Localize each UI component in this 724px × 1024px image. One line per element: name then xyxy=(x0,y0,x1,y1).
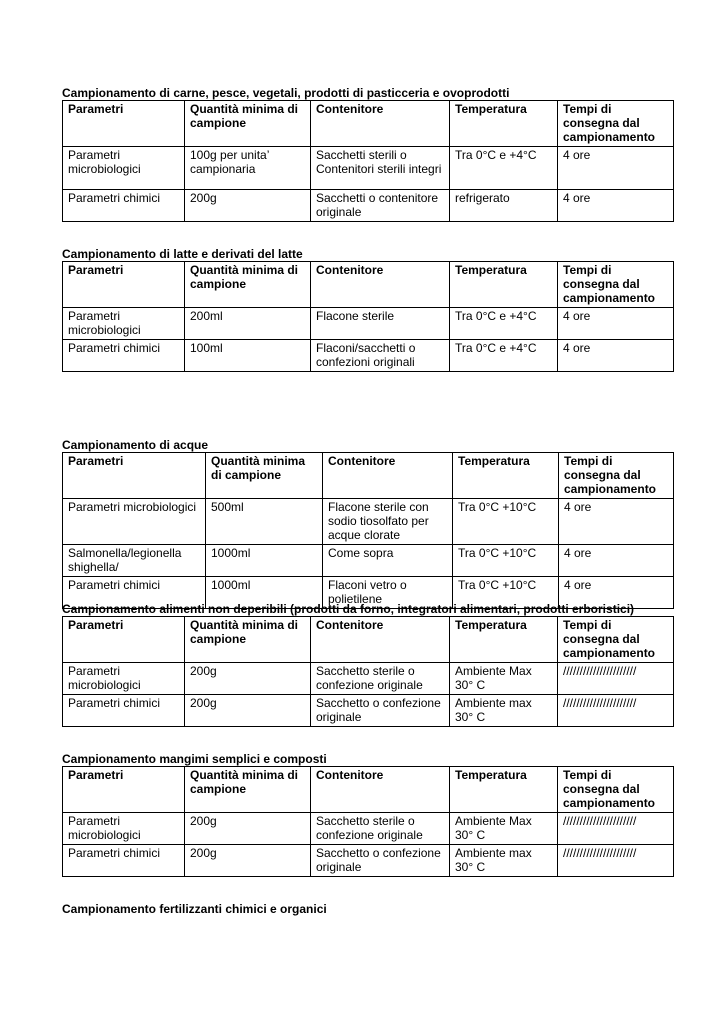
table-header-row xyxy=(63,453,674,499)
cell-temperatura: Tra 0°C +10°C xyxy=(453,545,559,577)
cell-parametri: Parametri chimici xyxy=(63,340,185,372)
table-row xyxy=(63,499,674,545)
header-tempi: Tempi di consegna dal campionamento xyxy=(559,453,674,499)
table-row xyxy=(63,695,674,727)
sampling-table xyxy=(62,261,674,372)
cell-contenitore: Flacone sterile xyxy=(311,308,450,340)
table-row xyxy=(63,147,674,190)
cell-tempi: 4 ore xyxy=(558,190,674,222)
cell-contenitore: Sacchetto sterile o confezione originale xyxy=(311,663,450,695)
header-quantita: Quantità minima di campione xyxy=(185,101,311,147)
cell-quantita: 200g xyxy=(185,845,311,877)
cell-parametri: Parametri microbiologici xyxy=(63,663,185,695)
cell-contenitore: Sacchetti sterili o Contenitori sterili integri xyxy=(311,147,450,190)
section-title: Campionamento di latte e derivati del latte xyxy=(62,247,303,261)
header-contenitore: Contenitore xyxy=(311,767,450,813)
cell-temperatura: refrigerato xyxy=(450,190,558,222)
header-parametri: Parametri xyxy=(63,767,185,813)
cell-temperatura: Tra 0°C +10°C xyxy=(453,499,559,545)
header-quantita: Quantità minima di campione xyxy=(206,453,323,499)
header-parametri: Parametri xyxy=(63,262,185,308)
section-title: Campionamento di carne, pesce, vegetali, prodotti di pasticceria e ovoprodotti xyxy=(62,86,510,100)
cell-quantita: 200ml xyxy=(185,308,311,340)
cell-parametri: Parametri microbiologici xyxy=(63,813,185,845)
table-row xyxy=(63,340,674,372)
cell-quantita: 200g xyxy=(185,663,311,695)
cell-quantita: 200g xyxy=(185,695,311,727)
cell-temperatura: Ambiente max 30° C xyxy=(450,695,558,727)
cell-tempi: ////////////////////// xyxy=(558,663,674,695)
cell-temperatura: Tra 0°C +10°C xyxy=(453,577,559,609)
section-title: Campionamento mangimi semplici e composti xyxy=(62,752,327,766)
header-quantita: Quantità minima di campione xyxy=(185,767,311,813)
cell-quantita: 1000ml xyxy=(206,577,323,609)
cell-tempi: 4 ore xyxy=(558,308,674,340)
table-row xyxy=(63,845,674,877)
cell-quantita: 100g per unita’ campionaria xyxy=(185,147,311,190)
cell-contenitore: Sacchetto o confezione originale xyxy=(311,695,450,727)
table-row xyxy=(63,663,674,695)
header-quantita: Quantità minima di campione xyxy=(185,262,311,308)
table-header-row xyxy=(63,262,674,308)
cell-parametri: Parametri chimici xyxy=(63,695,185,727)
sampling-table xyxy=(62,616,674,727)
section-title: Campionamento di acque xyxy=(62,438,209,452)
cell-quantita: 500ml xyxy=(206,499,323,545)
header-temperatura: Temperatura xyxy=(450,262,558,308)
section-mangimi xyxy=(62,752,674,877)
cell-contenitore: Sacchetto o confezione originale xyxy=(311,845,450,877)
cell-temperatura: Tra 0°C e +4°C xyxy=(450,147,558,190)
header-parametri: Parametri xyxy=(63,453,206,499)
cell-quantita: 1000ml xyxy=(206,545,323,577)
cell-parametri: Parametri microbiologici xyxy=(63,499,206,545)
cell-contenitore: Flaconi/sacchetti o confezioni originali xyxy=(311,340,450,372)
cell-tempi: 4 ore xyxy=(558,340,674,372)
cell-quantita: 100ml xyxy=(185,340,311,372)
header-contenitore: Contenitore xyxy=(323,453,453,499)
cell-tempi: ////////////////////// xyxy=(558,845,674,877)
table-row xyxy=(63,308,674,340)
header-contenitore: Contenitore xyxy=(311,617,450,663)
cell-temperatura: Tra 0°C e +4°C xyxy=(450,308,558,340)
cell-tempi: ////////////////////// xyxy=(558,813,674,845)
table-row xyxy=(63,813,674,845)
sampling-table xyxy=(62,100,674,222)
header-temperatura: Temperatura xyxy=(450,617,558,663)
cell-temperatura: Tra 0°C e +4°C xyxy=(450,340,558,372)
header-tempi: Tempi di consegna dal campionamento xyxy=(558,262,674,308)
cell-tempi: 4 ore xyxy=(559,577,674,609)
cell-contenitore: Sacchetti o contenitore originale xyxy=(311,190,450,222)
table-header-row xyxy=(63,767,674,813)
header-contenitore: Contenitore xyxy=(311,101,450,147)
cell-quantita: 200g xyxy=(185,190,311,222)
table-row xyxy=(63,545,674,577)
header-tempi: Tempi di consegna dal campionamento xyxy=(558,617,674,663)
sampling-table xyxy=(62,766,674,877)
section-carne xyxy=(62,86,674,222)
header-tempi: Tempi di consegna dal campionamento xyxy=(558,767,674,813)
header-temperatura: Temperatura xyxy=(450,767,558,813)
section-acque xyxy=(62,438,674,609)
section-latte xyxy=(62,247,674,372)
header-parametri: Parametri xyxy=(63,617,185,663)
cell-tempi: 4 ore xyxy=(558,147,674,190)
table-header-row xyxy=(63,101,674,147)
cell-quantita: 200g xyxy=(185,813,311,845)
header-tempi: Tempi di consegna dal campionamento xyxy=(558,101,674,147)
cell-temperatura: Ambiente Max 30° C xyxy=(450,813,558,845)
cell-temperatura: Ambiente Max 30° C xyxy=(450,663,558,695)
header-parametri: Parametri xyxy=(63,101,185,147)
cell-parametri: Salmonella/legionella shighella/ xyxy=(63,545,206,577)
cell-parametri: Parametri chimici xyxy=(63,577,206,609)
cell-contenitore: Sacchetto sterile o confezione originale xyxy=(311,813,450,845)
header-quantita: Quantità minima di campione xyxy=(185,617,311,663)
section-title: Campionamento alimenti non deperibili (prodotti da forno, integratori alimentari, prodotti erboristici) xyxy=(62,602,635,616)
cell-tempi: 4 ore xyxy=(559,545,674,577)
cell-parametri: Parametri chimici xyxy=(63,190,185,222)
table-header-row xyxy=(63,617,674,663)
final-section-title: Campionamento fertilizzanti chimici e organici xyxy=(62,902,327,916)
sampling-table xyxy=(62,452,674,609)
header-temperatura: Temperatura xyxy=(453,453,559,499)
header-contenitore: Contenitore xyxy=(311,262,450,308)
cell-parametri: Parametri microbiologici xyxy=(63,147,185,190)
section-non-deperibili xyxy=(62,602,674,727)
cell-tempi: 4 ore xyxy=(559,499,674,545)
cell-contenitore: Come sopra xyxy=(323,545,453,577)
cell-parametri: Parametri microbiologici xyxy=(63,308,185,340)
table-row xyxy=(63,190,674,222)
cell-parametri: Parametri chimici xyxy=(63,845,185,877)
cell-contenitore: Flacone sterile con sodio tiosolfato per acque clorate xyxy=(323,499,453,545)
cell-temperatura: Ambiente max 30° C xyxy=(450,845,558,877)
header-temperatura: Temperatura xyxy=(450,101,558,147)
cell-tempi: ////////////////////// xyxy=(558,695,674,727)
cell-contenitore: Flaconi vetro o polietilene xyxy=(323,577,453,609)
